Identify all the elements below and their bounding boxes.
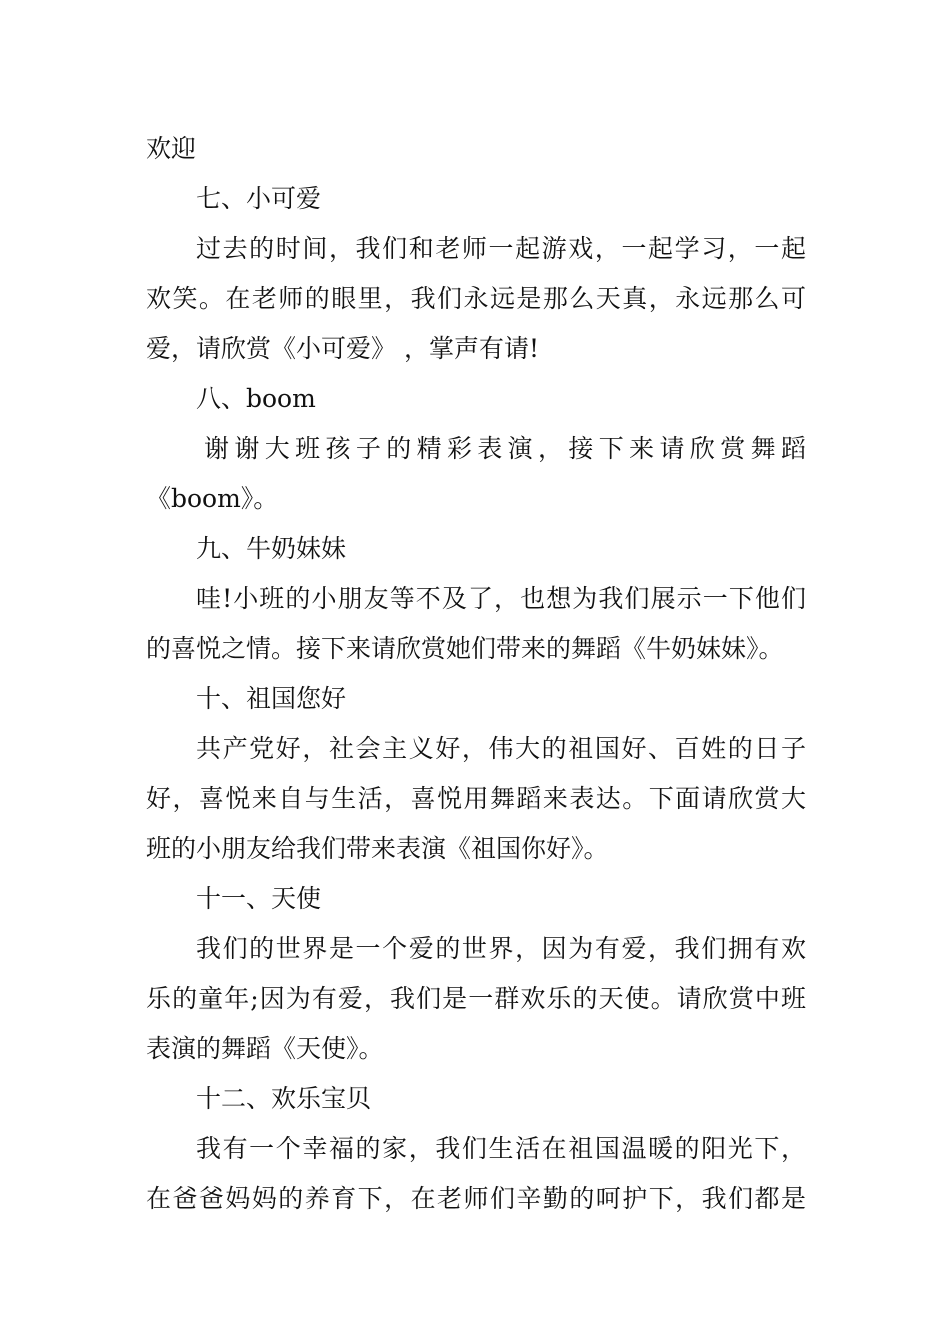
paragraph-line: 我们的世界是一个爱的世界，因为有爱，我们拥有欢 [196,934,806,963]
paragraph-line: 班的小朋友给我们带来表演《祖国你好》。 [146,834,609,863]
section-heading-10: 十、祖国您好 [196,684,347,713]
continued-text: 欢迎 [146,134,197,163]
paragraph-line: 欢笑。在老师的眼里，我们永远是那么天真，永远那么可 [146,284,806,313]
paragraph-line: 好，喜悦来自与生活，喜悦用舞蹈来表达。下面请欣赏大 [146,784,806,813]
paragraph-line: 共产党好，社会主义好，伟大的祖国好、百姓的日子 [196,734,806,763]
section-heading-12: 十二、欢乐宝贝 [196,1084,372,1113]
section-heading-7: 七、小可爱 [196,184,322,213]
paragraph-line: 哇!小班的小朋友等不及了，也想为我们展示一下他们 [196,584,806,613]
paragraph-line: 我有一个幸福的家，我们生活在祖国温暖的阳光下， [196,1134,806,1163]
section-heading-9: 九、牛奶妹妹 [196,534,347,563]
paragraph-line: 表演的舞蹈《天使》。 [146,1034,384,1063]
section-heading-8: 八、boom [196,384,316,413]
paragraph-line: 谢谢大班孩子的精彩表演，接下来请欣赏舞蹈 [204,434,806,463]
paragraph-line: 《boom》。 [146,484,279,513]
section-heading-11: 十一、天使 [196,884,322,913]
paragraph-line: 的喜悦之情。接下来请欣赏她们带来的舞蹈《牛奶妹妹》。 [146,634,784,663]
paragraph-line: 在爸爸妈妈的养育下，在老师们辛勤的呵护下，我们都是 [146,1184,806,1213]
paragraph-line: 过去的时间，我们和老师一起游戏，一起学习，一起 [196,234,806,263]
paragraph-line: 乐的童年;因为有爱，我们是一群欢乐的天使。请欣赏中班 [146,984,806,1013]
paragraph-line: 爱，请欣赏《小可爱》 ，掌声有请! [146,334,539,363]
